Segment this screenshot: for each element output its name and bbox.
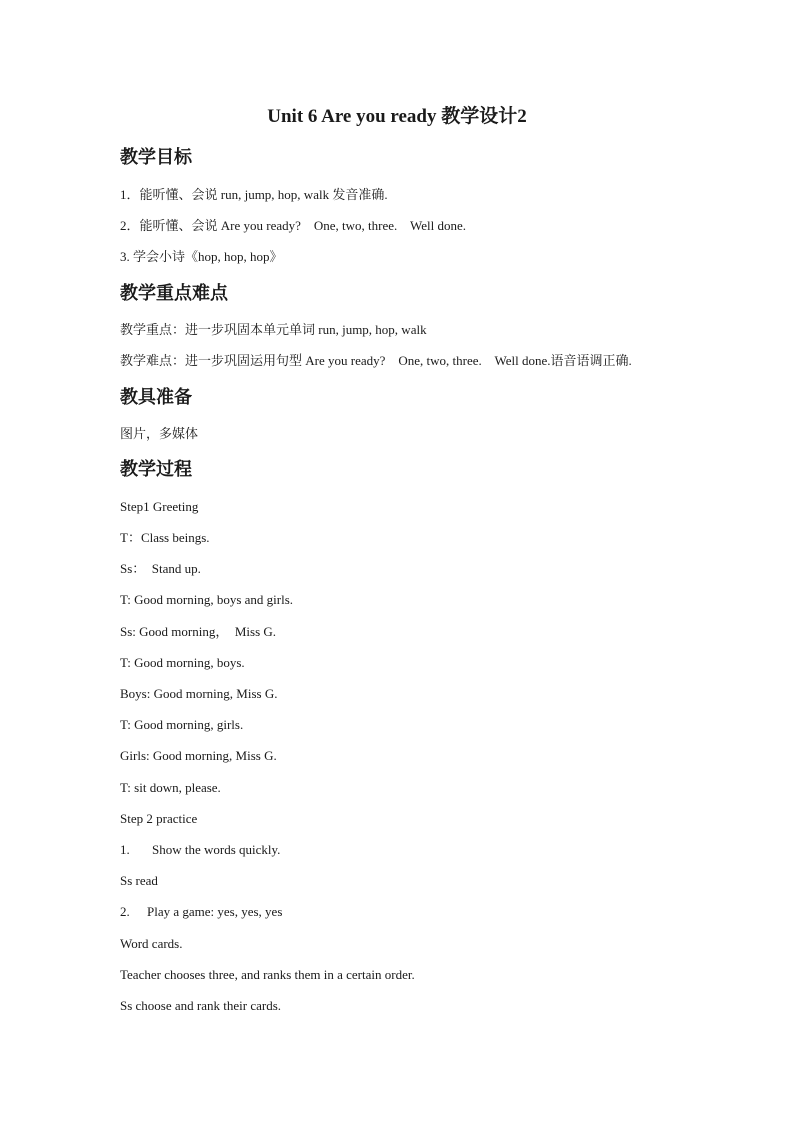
process-line: Teacher chooses three, and ranks them in a certain order. (120, 967, 415, 982)
process-heading: 教学过程 (120, 459, 192, 480)
process-line: Step 2 practice (120, 811, 198, 826)
process-line: Word cards. (120, 936, 183, 951)
process-line: Ss read (120, 873, 158, 888)
step2-item-1 (120, 841, 280, 859)
process-line: Ss： Stand up. (120, 561, 201, 576)
step2-item-number: 1. (120, 842, 130, 857)
process-line: Step1 Greeting (120, 499, 199, 514)
process-line: T: sit down, please. (120, 780, 221, 795)
key-point-item-1: 教学重点：进一步巩固本单元单词 run, jump, hop, walk (120, 322, 427, 337)
process-line: T: Good morning, boys. (120, 655, 245, 670)
step2-item-text: Play a game: yes, yes, yes (147, 904, 283, 919)
materials-heading: 教具准备 (120, 387, 192, 408)
process-line: Boys: Good morning, Miss G. (120, 686, 278, 701)
step2-item-text: Show the words quickly. (152, 842, 281, 857)
page-title: Unit 6 Are you ready 教学设计2 (267, 106, 527, 127)
step2-item-2 (120, 903, 282, 921)
key-point-item-2: 教学难点：进一步巩固运用句型 Are you ready? One, two, three. Well done.语音语调正确. (120, 353, 632, 368)
process-line: T：Class beings. (120, 530, 210, 545)
step2-item-number: 2. (120, 904, 130, 919)
key-points-heading: 教学重点难点 (120, 283, 228, 304)
process-line: Ss: Good morning， Miss G. (120, 624, 277, 639)
objective-item-1: 1．能听懂、会说 run, jump, hop, walk 发音准确. (120, 187, 388, 202)
process-line: Ss choose and rank their cards. (120, 998, 282, 1013)
objective-item-2: 2．能听懂、会说 Are you ready? One, two, three. Well done. (120, 218, 467, 233)
materials-item-1: 图片，多媒体 (120, 426, 199, 441)
process-line: T: Good morning, boys and girls. (120, 592, 294, 607)
objective-item-3: 3. 学会小诗《hop, hop, hop》 (120, 249, 283, 264)
objectives-heading: 教学目标 (120, 147, 192, 168)
process-line: Girls: Good morning, Miss G. (120, 748, 277, 763)
process-line: T: Good morning, girls. (120, 717, 244, 732)
